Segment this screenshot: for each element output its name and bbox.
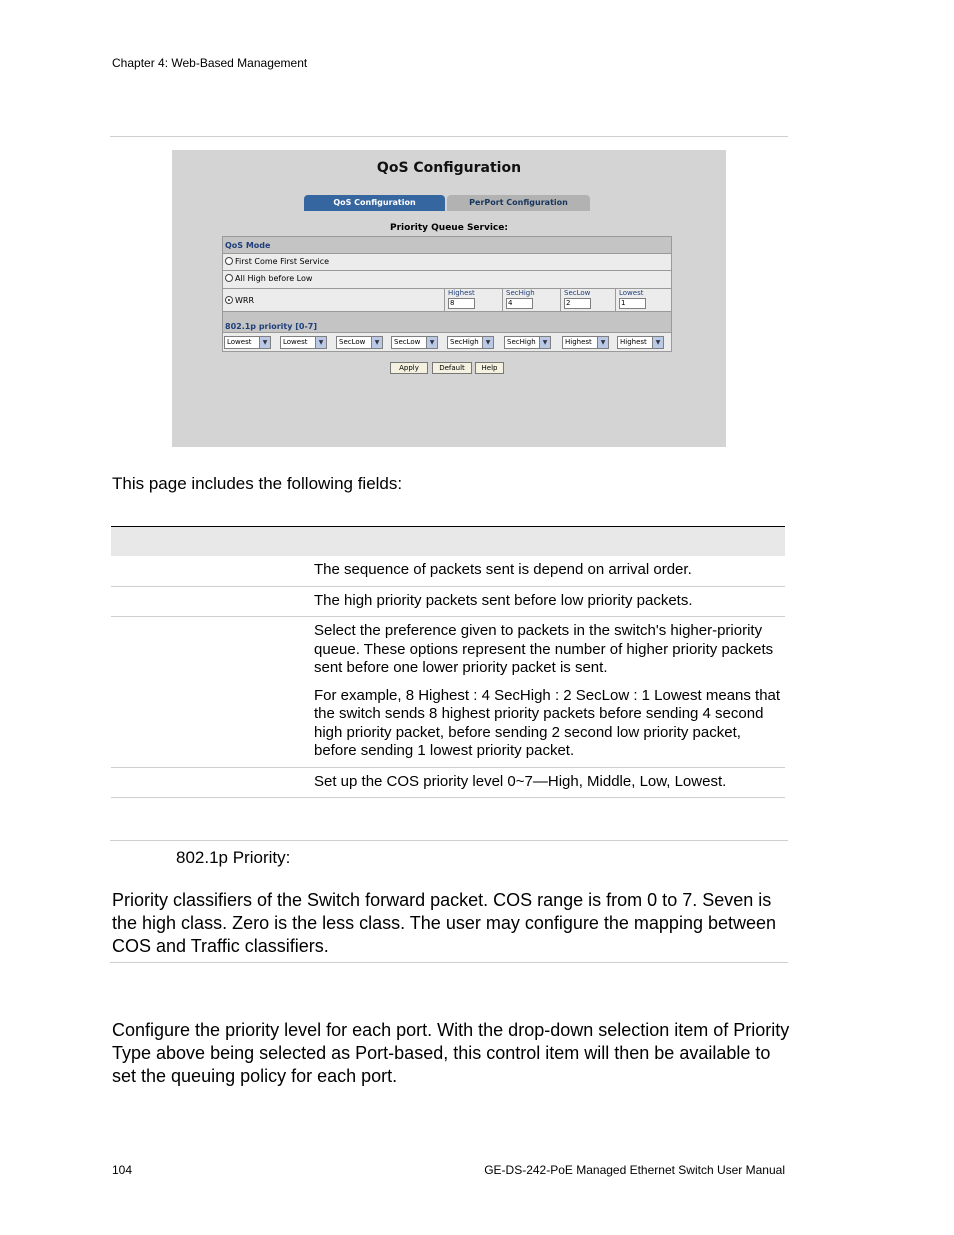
select-value: SecHigh xyxy=(507,338,536,346)
wrr-label: WRR xyxy=(235,296,255,305)
select-value: Highest xyxy=(620,338,647,346)
qos-mode-header: QoS Mode xyxy=(223,237,671,254)
qos-screenshot xyxy=(172,150,726,447)
mode-row-wrr[interactable] xyxy=(223,289,671,312)
table-row xyxy=(111,556,785,587)
paragraph-cos: Priority classifiers of the Switch forward packet. COS range is from 0 to 7. Seven is the high class. Zero is the less class. The user may configure the mapping between COS and Traffic classifiers. xyxy=(112,890,777,956)
screenshot-title: QoS Configuration xyxy=(376,160,522,176)
field-description: Select the preference given to packets in the switch's higher-priority queue. These options represent the number of higher priority packets sent before one lower priority packet is sent. xyxy=(314,622,774,676)
weight-label: Highest xyxy=(448,289,475,297)
priority-queue-service-label: Priority Queue Service: xyxy=(390,223,508,233)
table-header-row xyxy=(111,526,785,556)
select-value: Highest xyxy=(565,338,592,346)
select-value: Lowest xyxy=(283,338,308,346)
qos-mode-panel xyxy=(222,236,672,352)
table-row xyxy=(111,768,785,799)
dropdown-arrow-icon: ▼ xyxy=(259,337,270,348)
page-number: 104 xyxy=(112,1163,133,1177)
paragraph-port-priority: Configure the priority level for each port. With the drop-down selection item of Priority Type above being selected as Port-based, this control item will then be available to set the queuing policy for each port. xyxy=(112,1020,790,1086)
dropdown-arrow-icon: ▼ xyxy=(597,337,608,348)
wrr-radio[interactable] xyxy=(225,296,233,304)
select-value: Lowest xyxy=(227,338,252,346)
chapter-header: Chapter 4: Web-Based Management xyxy=(112,56,308,70)
weight-highest-input[interactable]: 8 xyxy=(448,298,475,309)
weight-lowest-input[interactable]: 1 xyxy=(619,298,646,309)
manual-title: GE-DS-242-PoE Managed Ethernet Switch User Manual xyxy=(484,1163,785,1177)
weight-label: Lowest xyxy=(619,289,644,297)
mode-row-fcfs[interactable] xyxy=(223,254,671,271)
priority-select-4[interactable] xyxy=(447,336,494,349)
priority-selects-row xyxy=(223,333,671,352)
priority-select-6[interactable] xyxy=(562,336,609,349)
apply-button[interactable]: Apply xyxy=(390,362,428,374)
priority-select-3[interactable] xyxy=(391,336,438,349)
tab-qos-configuration[interactable]: QoS Configuration xyxy=(304,195,445,211)
select-value: SecLow xyxy=(394,338,421,346)
default-button[interactable]: Default xyxy=(432,362,472,374)
priority-header: 802.1p priority [0-7] xyxy=(223,312,671,333)
select-value: SecLow xyxy=(339,338,366,346)
intro-text: This page includes the following fields: xyxy=(112,474,403,493)
help-button[interactable]: Help xyxy=(475,362,504,374)
priority-select-5[interactable] xyxy=(504,336,551,349)
field-description: For example, 8 Highest : 4 SecHigh : 2 SecLow : 1 Lowest means that the switch sends 8 highest priority packets before sending 4 second high priority packet, before sending 2 second low priority packet, before sending 1 lowest priority packet. xyxy=(314,686,781,759)
weight-lowest xyxy=(615,289,671,312)
all-high-radio[interactable] xyxy=(225,274,233,282)
weight-sechigh xyxy=(502,289,560,312)
select-value: SecHigh xyxy=(450,338,479,346)
weight-seclow xyxy=(560,289,615,312)
section-rule xyxy=(110,962,788,963)
weight-label: SecHigh xyxy=(506,289,535,297)
field-description: The high priority packets sent before low priority packets. xyxy=(314,591,693,609)
fields-table xyxy=(111,526,785,798)
field-description: The sequence of packets sent is depend on arrival order. xyxy=(314,561,692,578)
tab-perport-configuration[interactable]: PerPort Configuration xyxy=(447,195,590,211)
priority-select-0[interactable] xyxy=(224,336,271,349)
mode-row-all-high[interactable] xyxy=(223,271,671,289)
weight-highest xyxy=(444,289,502,312)
weight-sechigh-input[interactable]: 4 xyxy=(506,298,533,309)
table-row xyxy=(111,617,785,768)
dropdown-arrow-icon: ▼ xyxy=(652,337,663,348)
priority-select-2[interactable] xyxy=(336,336,383,349)
section-rule xyxy=(110,840,788,841)
dropdown-arrow-icon: ▼ xyxy=(371,337,382,348)
priority-select-1[interactable] xyxy=(280,336,327,349)
top-rule xyxy=(110,136,788,137)
weight-label: SecLow xyxy=(564,289,591,297)
dropdown-arrow-icon: ▼ xyxy=(426,337,437,348)
dropdown-arrow-icon: ▼ xyxy=(482,337,493,348)
subheading: 802.1p Priority: xyxy=(176,848,291,867)
field-description: Set up the COS priority level 0~7—High, Middle, Low, Lowest. xyxy=(314,772,727,790)
weight-seclow-input[interactable]: 2 xyxy=(564,298,591,309)
dropdown-arrow-icon: ▼ xyxy=(315,337,326,348)
fcfs-radio[interactable] xyxy=(225,257,233,265)
table-row xyxy=(111,587,785,618)
fcfs-label: First Come First Service xyxy=(235,257,330,266)
priority-select-7[interactable] xyxy=(617,336,664,349)
all-high-label: All High before Low xyxy=(235,274,313,283)
dropdown-arrow-icon: ▼ xyxy=(539,337,550,348)
